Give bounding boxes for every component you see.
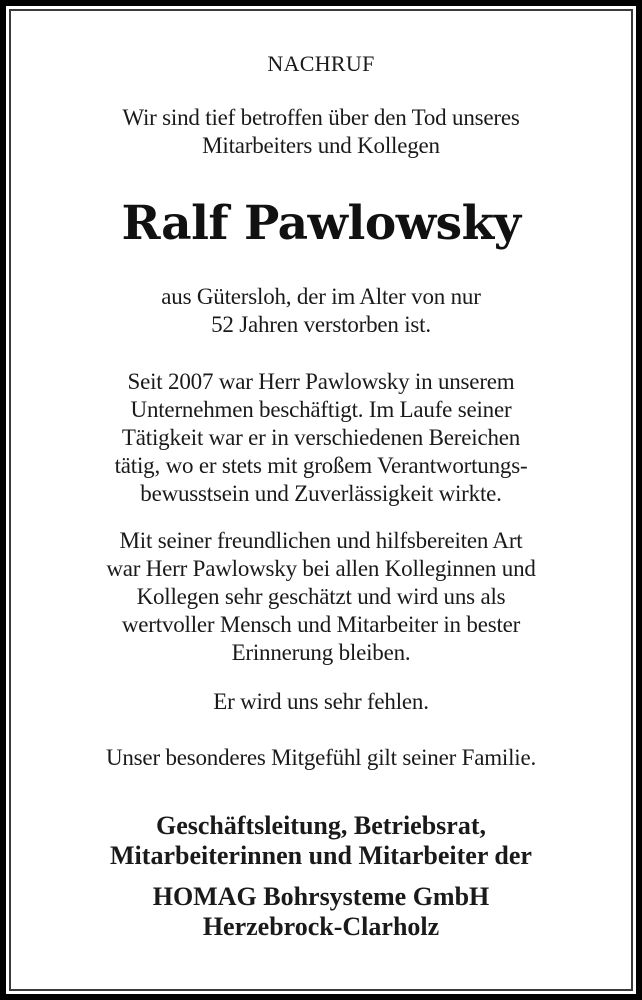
signature-line: Mitarbeiterinnen und Mitarbeiter der	[110, 841, 532, 870]
paragraph-line: bewusstsein und Zuverlässigkeit wirkte.	[140, 481, 502, 506]
paragraph-line: Unternehmen beschäftigt. Im Laufe seiner	[130, 397, 512, 422]
company-location: Herzebrock-Clarholz	[202, 912, 440, 941]
intro-line: Mitarbeiters und Kollegen	[202, 133, 440, 158]
intro-line: Wir sind tief betroffen über den Tod unseres	[122, 105, 520, 130]
deceased-name: Ralf Pawlowsky	[121, 196, 521, 251]
paragraph-character	[0, 527, 642, 667]
company-name: HOMAG Bohrsysteme GmbH	[152, 882, 490, 911]
origin-text	[0, 283, 642, 339]
origin-line: 52 Jahren verstorben ist.	[211, 312, 431, 337]
signature-line: Geschäftsleitung, Betriebsrat,	[155, 811, 486, 840]
closing-miss	[0, 688, 642, 716]
intro-text	[0, 104, 642, 160]
paragraph-line: Mit seiner freundlichen und hilfsbereiten Art	[119, 528, 523, 553]
closing-sympathy	[0, 744, 642, 772]
notice-heading: NACHRUF	[267, 51, 375, 76]
signature-block	[0, 811, 642, 871]
paragraph-line: war Herr Pawlowsky bei allen Kolleginnen und	[106, 556, 536, 581]
paragraph-line: tätig, wo er stets mit großem Verantwortungs-	[114, 453, 528, 478]
paragraph-line: Seit 2007 war Herr Pawlowsky in unserem	[127, 369, 515, 394]
paragraph-line: Tätigkeit war er in verschiedenen Bereichen	[121, 425, 521, 450]
paragraph-employment	[0, 368, 642, 508]
paragraph-line: Erinnerung bleiben.	[231, 640, 411, 665]
origin-line: aus Gütersloh, der im Alter von nur	[161, 284, 481, 309]
company-block	[0, 882, 642, 942]
closing-line: Unser besonderes Mitgefühl gilt seiner Familie.	[105, 745, 537, 770]
paragraph-line: wertvoller Mensch und Mitarbeiter in bester	[121, 612, 521, 637]
closing-line: Er wird uns sehr fehlen.	[213, 689, 429, 714]
paragraph-line: Kollegen sehr geschätzt und wird uns als	[136, 584, 506, 609]
